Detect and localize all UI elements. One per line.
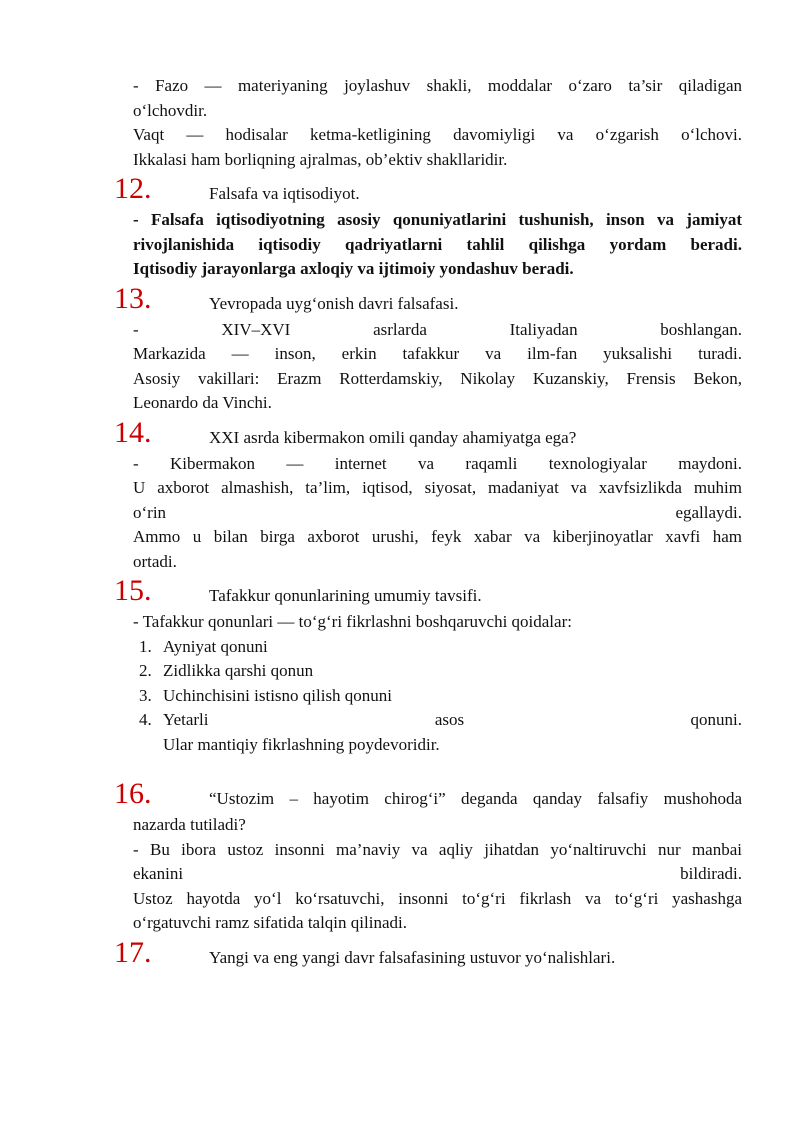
text-line: o‘lchovdir. xyxy=(133,100,208,120)
text-line: - Bu ibora ustoz insonni ma’naviy va aqliy jihatdan yo‘naltiruvchi nur manbai xyxy=(133,839,742,859)
list-number: 2. xyxy=(139,661,152,680)
text-fragment: qonuni. xyxy=(690,710,742,729)
text-line: - Tafakkur qonunlari — to‘g‘ri fikrlashni boshqaruvchi qoidalar: xyxy=(133,612,572,631)
text-line: Iqtisodiy jarayonlarga axloqiy va ijtimoiy yondashuv beradi. xyxy=(133,259,574,278)
list-text: Zidlikka qarshi qonun xyxy=(163,661,314,680)
question-number: 16. xyxy=(114,777,152,810)
text-line xyxy=(133,501,742,526)
question-number: 13. xyxy=(114,281,152,315)
answer-15 xyxy=(133,610,742,757)
list-text: Uchinchisini istisno qilish qonuni xyxy=(163,685,393,705)
text-line: rivojlanishida iqtisodiy qadriyatlarni tahlil qilishga yordam beradi. xyxy=(133,234,742,254)
text-fragment: o‘rin xyxy=(133,502,167,522)
answer-12 xyxy=(133,208,742,282)
text-line: ortadi. xyxy=(133,551,177,571)
text-fragment: Yetarli xyxy=(163,710,209,729)
list-number: 3. xyxy=(139,685,152,705)
text-line: Ammo u bilan birga axborot urushi, feyk xabar va kiberjinoyatlar xavfi ham xyxy=(133,527,742,546)
text-line: Ikkalasi ham borliqning ajralmas, ob’ektiv shakllaridir. xyxy=(133,149,508,169)
text-line: o‘rgatuvchi ramz sifatida talqin qilinadi. xyxy=(133,913,407,932)
question-13 xyxy=(114,281,742,318)
question-16 xyxy=(114,777,742,813)
answer-14 xyxy=(133,452,742,575)
text-line: Ustoz hayotda yo‘l ko‘rsatuvchi, insonni to‘g‘ri fikrlash va to‘g‘ri yashashga xyxy=(133,888,742,908)
text-line: Asosiy vakillari: Erazm Rotterdamskiy, Nikolay Kuzanskiy, Frensis Bekon, xyxy=(133,368,742,388)
question-17 xyxy=(114,935,742,972)
list-item xyxy=(133,635,742,660)
text-line: - Falsafa iqtisodiyotning asosiy qonuniyatlarini tushunish, inson va jamiyat xyxy=(133,210,742,229)
text-fragment: ekanini xyxy=(133,864,184,883)
question-number: 12. xyxy=(114,172,152,205)
text-fragment: bildiradi. xyxy=(680,864,742,883)
question-15 xyxy=(114,574,742,610)
question-number: 17. xyxy=(114,935,152,969)
question-number: 14. xyxy=(114,415,152,449)
question-title: XXI asrda kibermakon omili qanday ahamiyatga ega? xyxy=(209,427,577,447)
answer-16 xyxy=(133,813,742,936)
question-14 xyxy=(114,415,742,452)
question-title-continued: nazarda tutiladi? xyxy=(133,815,246,834)
question-title: “Ustozim – hayotim chirog‘i” deganda qanday falsafiy mushohoda xyxy=(209,789,742,808)
list-item xyxy=(133,659,742,684)
text-line: - Fazo — materiyaning joylashuv shakli, moddalar o‘zaro ta’sir qiladigan xyxy=(133,76,742,95)
text-line: Vaqt — hodisalar ketma-ketligining davomiyligi va o‘zgarish o‘lchovi. xyxy=(133,125,742,144)
answer-11 xyxy=(133,74,742,172)
question-title: Yangi va eng yangi davr falsafasining ustuvor yo‘nalishlari. xyxy=(209,947,616,967)
question-title: Falsafa va iqtisodiyot. xyxy=(209,184,360,203)
text-line: - Kibermakon — internet va raqamli texnologiyalar maydoni. xyxy=(133,453,742,473)
list-text xyxy=(163,708,742,733)
text-line: - XIV–XVI asrlarda Italiyadan boshlangan. xyxy=(133,319,742,339)
text-line: Ular mantiqiy fikrlashning poydevoridir. xyxy=(163,734,440,754)
text-line xyxy=(133,862,742,887)
question-12 xyxy=(114,172,742,208)
answer-13 xyxy=(133,318,742,416)
text-line: U axborot almashish, ta’lim, iqtisod, siyosat, madaniyat va xavfsizlikda muhim xyxy=(133,478,742,497)
question-number: 15. xyxy=(114,574,152,607)
list-number: 4. xyxy=(139,710,152,729)
question-title: Tafakkur qonunlarining umumiy tavsifi. xyxy=(209,586,482,605)
text-fragment: asos xyxy=(434,710,465,729)
text-fragment: egallaydi. xyxy=(675,502,742,522)
laws-list xyxy=(133,635,742,733)
question-title: Yevropada uyg‘onish davri falsafasi. xyxy=(209,293,459,313)
text-line: Markazida — inson, erkin tafakkur va ilm-fan yuksalishi turadi. xyxy=(133,344,742,363)
text-line: Leonardo da Vinchi. xyxy=(133,393,272,412)
list-number: 1. xyxy=(139,636,152,656)
list-item xyxy=(133,708,742,733)
list-text: Ayniyat qonuni xyxy=(163,636,268,656)
document-content xyxy=(114,74,742,972)
list-item xyxy=(133,684,742,709)
